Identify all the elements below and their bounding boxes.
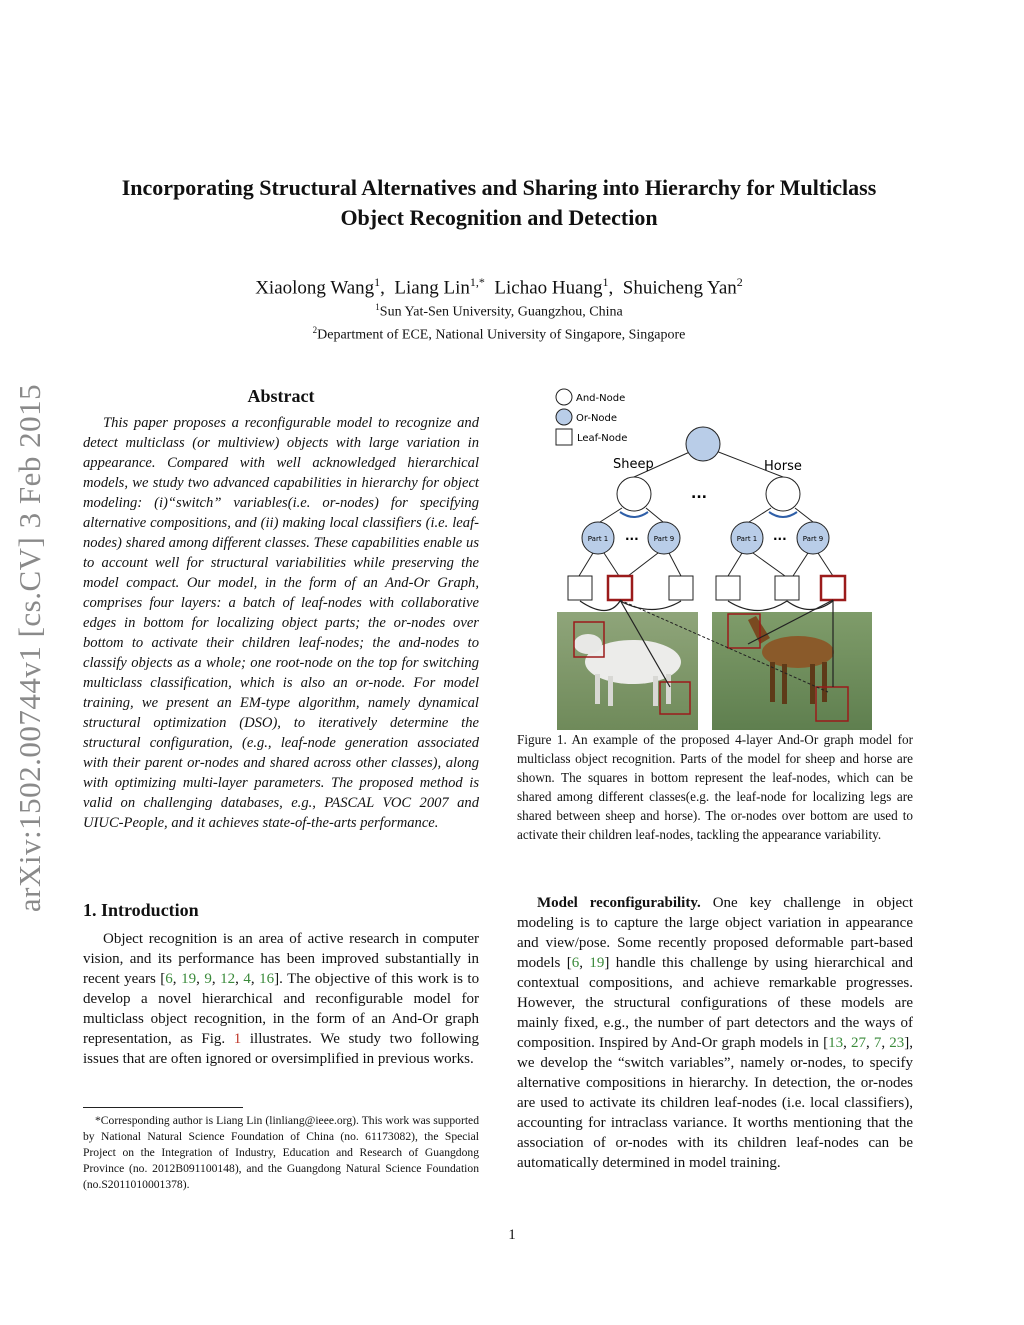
citation-link[interactable]: 19 — [589, 955, 605, 971]
title-line-1: Incorporating Structural Alternatives and Sharing into Hierarchy for Multiclass — [121, 175, 877, 200]
intro-text-a: Object recognition is an area of active research in computer vision, and its performance has been improved substantially in recent years [ — [83, 931, 479, 987]
figure-1-caption: Figure 1. An example of the proposed 4-layer And-Or graph model for multiclass object recognition. Parts of the model for sheep and horse are shown. The squares in bottom represent the leaf-nodes, which can be shared among different classes(e.g. the leaf-node for localizing legs are shared between sheep and horse). The or-nodes over bottom are used to activate their children leaf-nodes, tackling the appearance variability. — [517, 732, 913, 842]
legend-or-node-icon — [556, 409, 572, 425]
and-or-graph-diagram — [548, 382, 908, 732]
author-3: Lichao Huang — [494, 277, 603, 299]
affiliation-2-text: Department of ECE, National University of Singapore, Singapore — [317, 327, 686, 343]
leaf-node — [775, 576, 799, 600]
page-number: 1 — [508, 1227, 516, 1243]
shared-leaf-node — [821, 576, 845, 600]
figure-1 — [548, 382, 908, 732]
sheep-label: Sheep — [613, 457, 654, 472]
sheep-parts-ellipsis: ... — [625, 529, 639, 543]
affiliation-2-sup: 2 — [312, 325, 318, 335]
paper-title — [80, 173, 918, 233]
leaf-node — [716, 576, 740, 600]
horse-photo — [712, 612, 872, 730]
arxiv-stamp-text: arXiv:1502.00744v1 [cs.CV] 3 Feb 2015 — [12, 383, 48, 912]
affiliation-1-text: Sun Yat-Sen University, Guangzhou, China — [379, 304, 623, 320]
author-4-sup: 2 — [736, 275, 743, 289]
sheep-photo — [557, 612, 698, 730]
intro-heading: 1. Introduction — [83, 900, 199, 920]
sheep-part-1-label: Part 1 — [587, 535, 609, 543]
sheep-part-9-label: Part 9 — [653, 535, 675, 543]
model-reconfigurability-heading: Model reconfigurability. — [537, 895, 701, 911]
intro-text-b: ]. The objective of this work is to develop a novel hierarchical and reconfigurable model for multiclass object recognition, in the form of an And-Or graph representation, as Fig. — [83, 971, 480, 1047]
citation-link[interactable]: 7 — [873, 1035, 882, 1051]
footnote: *Corresponding author is Liang Lin (linliang@ieee.org). This work was supported by National Natural Science Foundation of China (no. 61173082), the Special Project on the Integration of Industry, Education and Research of Guangdong Province (no. 2012B091100148), and the Guangdong Natural Science Foundation (no.S2011010001378). — [83, 1114, 479, 1191]
affiliation-1 — [80, 297, 918, 323]
citation-link[interactable]: 19 — [181, 971, 197, 987]
author-2-sup: 1,* — [469, 275, 485, 289]
abstract-heading: Abstract — [247, 386, 315, 406]
citation-link[interactable]: 12 — [220, 971, 236, 987]
citation-link[interactable]: 16 — [259, 971, 275, 987]
leaf-node — [568, 576, 592, 600]
citation-link[interactable]: 6 — [165, 971, 173, 987]
citation-link[interactable]: 23 — [889, 1035, 905, 1051]
legend-leaf-label: Leaf-Node — [577, 433, 628, 444]
legend-and-label: And-Node — [576, 393, 626, 404]
abstract-text: This paper proposes a reconfigurable model to recognize and detect multiclass (or multiview) objects with large variation in appearance. Compared with well acknowledged hierarchical models, we study two advanced capabilities in hierarchy for object modeling: (i)“switch” variables(i.e. or-nodes) for specifying alternative compositions, and (ii) making local classifiers (i.e. leaf-nodes) shared among different classes. These capabilities enable us to account well for structural variabilities while preserving the model compact. Our model, in the form of an And-Or Graph, comprises four layers: a batch of leaf-nodes with collaborative edges in bottom for localizing object parts; the or-nodes over bottom to activate their children leaf-nodes; the and-nodes to classify objects as a whole; one root-node on the top for switching multiclass classification, which is also an or-node. For model training, we present an EM-type algorithm, namely dynamical structural optimization (DSO), to iteratively determine the structural configuration, (e.g., leaf-node generation associated with their parent or-nodes and shared across other classes), along with optimizing multi-layer parameters. The proposed method is valid on challenging databases, e.g., PASCAL VOC 2007 and UIUC-People, and it achieves state-of-the-arts performance. — [83, 415, 479, 831]
intro-text-c: illustrates. We study two following issues that are often ignored or oversimplified in previous works. — [83, 1031, 479, 1067]
author-list: Xiaolong Wang$^1$, Liang Lin$^{1,*}$ Lichao Huang$^1$, Shuicheng Yan$^2$ — [255, 275, 743, 299]
horse-and-node — [766, 477, 800, 511]
legend-or-label: Or-Node — [576, 413, 618, 424]
and-layer-ellipsis: ... — [691, 486, 707, 502]
citation-link[interactable]: 9 — [204, 971, 212, 987]
affiliation-1-sup: 1 — [375, 302, 380, 312]
horse-parts-ellipsis: ... — [773, 529, 787, 543]
affiliation-2 — [80, 320, 918, 346]
horse-label: Horse — [764, 459, 802, 474]
title-line-2: Object Recognition and Detection — [340, 205, 658, 230]
leaf-node — [669, 576, 693, 600]
reconf-text-2: ] handle this challenge by using hierarchical and contextual compositions, and achieve remarkable progresses. However, the structural configurations of these models are mainly fixed, e.g., the number of part detectors and the ways of composition. Inspired by And-Or graph models in [ — [517, 955, 914, 1051]
author-3-sup: 1 — [602, 275, 609, 289]
citation-link[interactable]: 27 — [850, 1035, 866, 1051]
reconf-text-3: ], we develop the “switch variables”, namely or-nodes, to specify alternative compositions in hierarchy. In detection, the or-nodes are used to activate its children leaf-nodes (i.e. local classifiers), accounting for intraclass variance. It worths mentioning that the association of or-nodes with its children leaf-nodes can be automatically determined in model training. — [517, 1035, 914, 1171]
citation-link[interactable]: 6 — [571, 955, 580, 971]
legend-and-node-icon — [556, 389, 572, 405]
author-1: Xiaolong Wang — [255, 277, 375, 299]
arxiv-stamp — [4, 360, 56, 935]
author-4: Shuicheng Yan — [622, 277, 737, 299]
shared-leaf-node — [608, 576, 632, 600]
model-reconfigurability-paragraph: Model reconfigurability. One key challenge in object modeling is to capture the large object variation in appearance and view/pose. Some recently proposed deformable part-based models [6, 19] handle this challenge by using hierarchical and contextual compositions, and achieve remarkable progresses. However, the structural configurations of these models are mainly fixed, e.g., the number of part detectors and the ways of composition. Inspired by And-Or graph models in [13, 27, 7, 23], we develop the “switch variables”, namely or-nodes, to specify alternative compositions in hierarchy. In detection, the or-nodes are used to activate its children leaf-nodes (i.e. local classifiers), accounting for intraclass variance. It worths mentioning that the association of or-nodes with its children leaf-nodes can be automatically determined in model training. — [517, 895, 914, 1171]
intro-paragraph: Object recognition is an area of active research in computer vision, and its performance has been improved substantially in recent years [6, 19, 9, 12, 4, 16]. The objective of this work is to develop a novel hierarchical and reconfigurable model for multiclass object recognition, in the form of an And-Or graph representation, as Fig. 1 illustrates. We study two following issues that are often ignored or oversimplified in previous works. — [83, 931, 480, 1067]
horse-part-1-label: Part 1 — [736, 535, 758, 543]
horse-part-9-label: Part 9 — [802, 535, 824, 543]
author-2: Liang Lin — [394, 277, 470, 299]
sheep-and-node — [617, 477, 651, 511]
footnote-rule — [83, 1107, 243, 1108]
legend-leaf-node-icon — [556, 429, 572, 445]
citation-link[interactable]: 4 — [243, 971, 251, 987]
citation-link[interactable]: 13 — [828, 1035, 844, 1051]
author-1-sup: 1 — [374, 275, 381, 289]
figure-ref-link[interactable]: 1 — [233, 1031, 242, 1047]
reconf-text-1: One key challenge in object modeling is to capture the large object variation in appearance and view/pose. Some recently proposed deformable part-based models [ — [517, 895, 914, 971]
root-or-node — [686, 427, 720, 461]
